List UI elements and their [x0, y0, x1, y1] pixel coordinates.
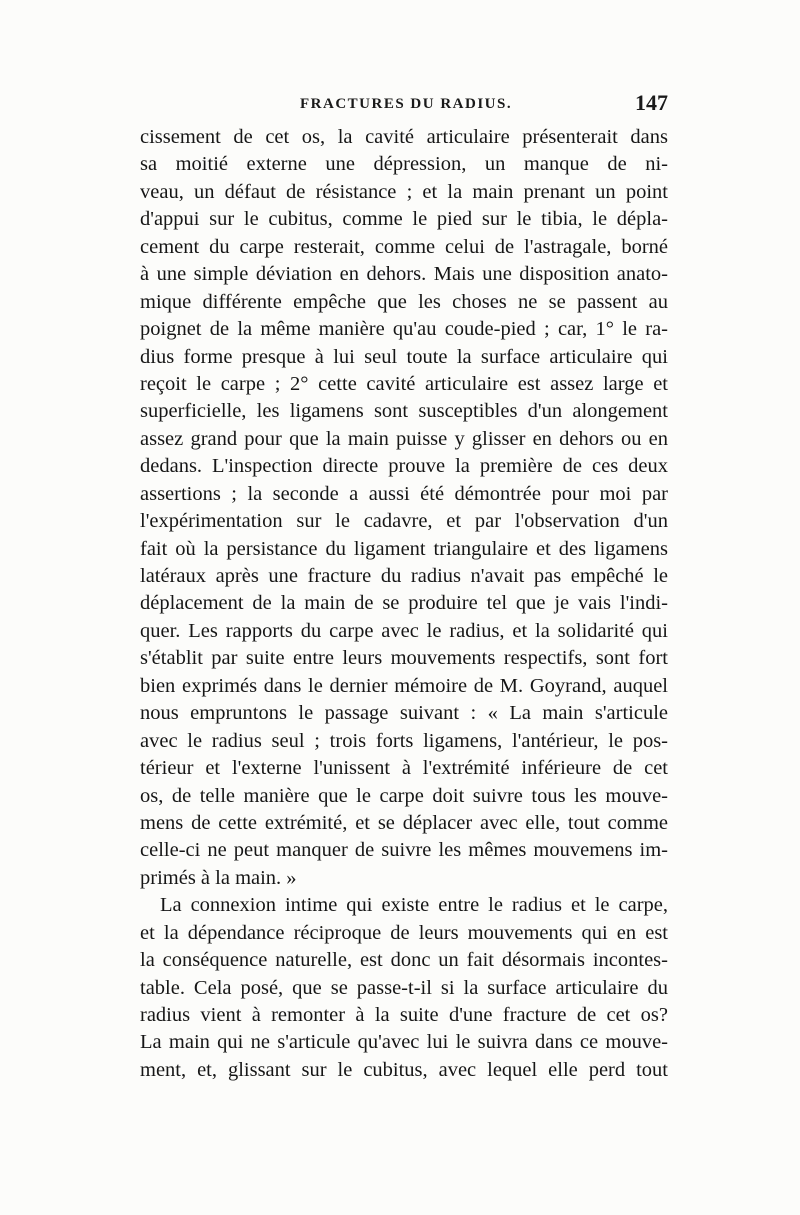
text-line: mens de cette extrémité, et se déplacer avec elle, tout comme [140, 811, 668, 834]
text-line: térieur et l'externe l'unissent à l'extrémité inférieure de cet [140, 757, 668, 780]
text-line: mique différente empêche que les choses ne se passent au [140, 290, 668, 313]
paragraph-first-line: La connexion intime qui existe entre le radius et le carpe, [160, 894, 668, 917]
text-line: sa moitié externe une dépression, un manque de ni- [140, 153, 668, 176]
text-line: assertions ; la seconde a aussi été démontrée pour moi par [140, 482, 668, 505]
text-line: déplacement de la main de se produire tel que je vais l'indi- [140, 592, 668, 615]
text-line: nous empruntons le passage suivant : « La main s'articule [140, 702, 668, 725]
text-line: quer. Les rapports du carpe avec le radius, et la solidarité qui [140, 619, 668, 642]
text-line: fait où la persistance du ligament triangulaire et des ligamens [140, 537, 668, 560]
text-line: la conséquence naturelle, est donc un fait désormais incontes- [140, 949, 668, 972]
text-line: La main qui ne s'articule qu'avec lui le suivra dans ce mouve- [140, 1031, 668, 1054]
text-line: s'établit par suite entre leurs mouvements respectifs, sont fort [140, 647, 668, 670]
body-text [140, 124, 668, 1084]
text-line: ment, et, glissant sur le cubitus, avec lequel elle perd tout [140, 1058, 668, 1081]
text-line: radius vient à remonter à la suite d'une fracture de cet os? [140, 1004, 668, 1026]
text-line: table. Cela posé, que se passe-t-il si la surface articulaire du [140, 976, 668, 999]
text-line: os, de telle manière que le carpe doit suivre tous les mouve- [140, 784, 668, 807]
text-line: poignet de la même manière qu'au coude-pied ; car, 1° le ra- [140, 318, 668, 341]
text-line: et la dépendance réciproque de leurs mouvements qui en est [140, 921, 668, 944]
text-line: dius forme presque à lui seul toute la surface articulaire qui [140, 345, 668, 368]
text-line: l'expérimentation sur le cadavre, et par l'observation d'un [140, 510, 668, 533]
text-line: reçoit le carpe ; 2° cette cavité articulaire est assez large et [140, 372, 668, 395]
text-line: celle-ci ne peut manquer de suivre les mêmes mouvemens im- [140, 839, 668, 862]
text-line: veau, un défaut de résistance ; et la main prenant un point [140, 180, 668, 203]
text-line: d'appui sur le cubitus, comme le pied sur le tibia, le dépla- [140, 208, 668, 231]
text-line: à une simple déviation en dehors. Mais une disposition anato- [140, 263, 668, 286]
text-line: cissement de cet os, la cavité articulaire présenterait dans [140, 126, 668, 148]
page-header [140, 92, 668, 124]
text-line: latéraux après une fracture du radius n'avait pas empêché le [140, 565, 668, 587]
text-line: superficielle, les ligamens sont susceptibles d'un alongement [140, 400, 668, 423]
text-line: assez grand pour que la main puisse y glisser en dehors ou en [140, 427, 668, 450]
text-line: avec le radius seul ; trois forts ligamens, l'antérieur, le pos- [140, 729, 668, 752]
running-title: FRACTURES DU RADIUS. [300, 96, 513, 112]
text-line: primés à la main. » [140, 866, 297, 889]
text-line: cement du carpe resterait, comme celui de l'astragale, borné [140, 235, 668, 258]
page-number: 147 [635, 90, 668, 115]
text-line: dedans. L'inspection directe prouve la première de ces deux [140, 455, 668, 478]
text-line: bien exprimés dans le dernier mémoire de M. Goyrand, auquel [140, 674, 668, 697]
